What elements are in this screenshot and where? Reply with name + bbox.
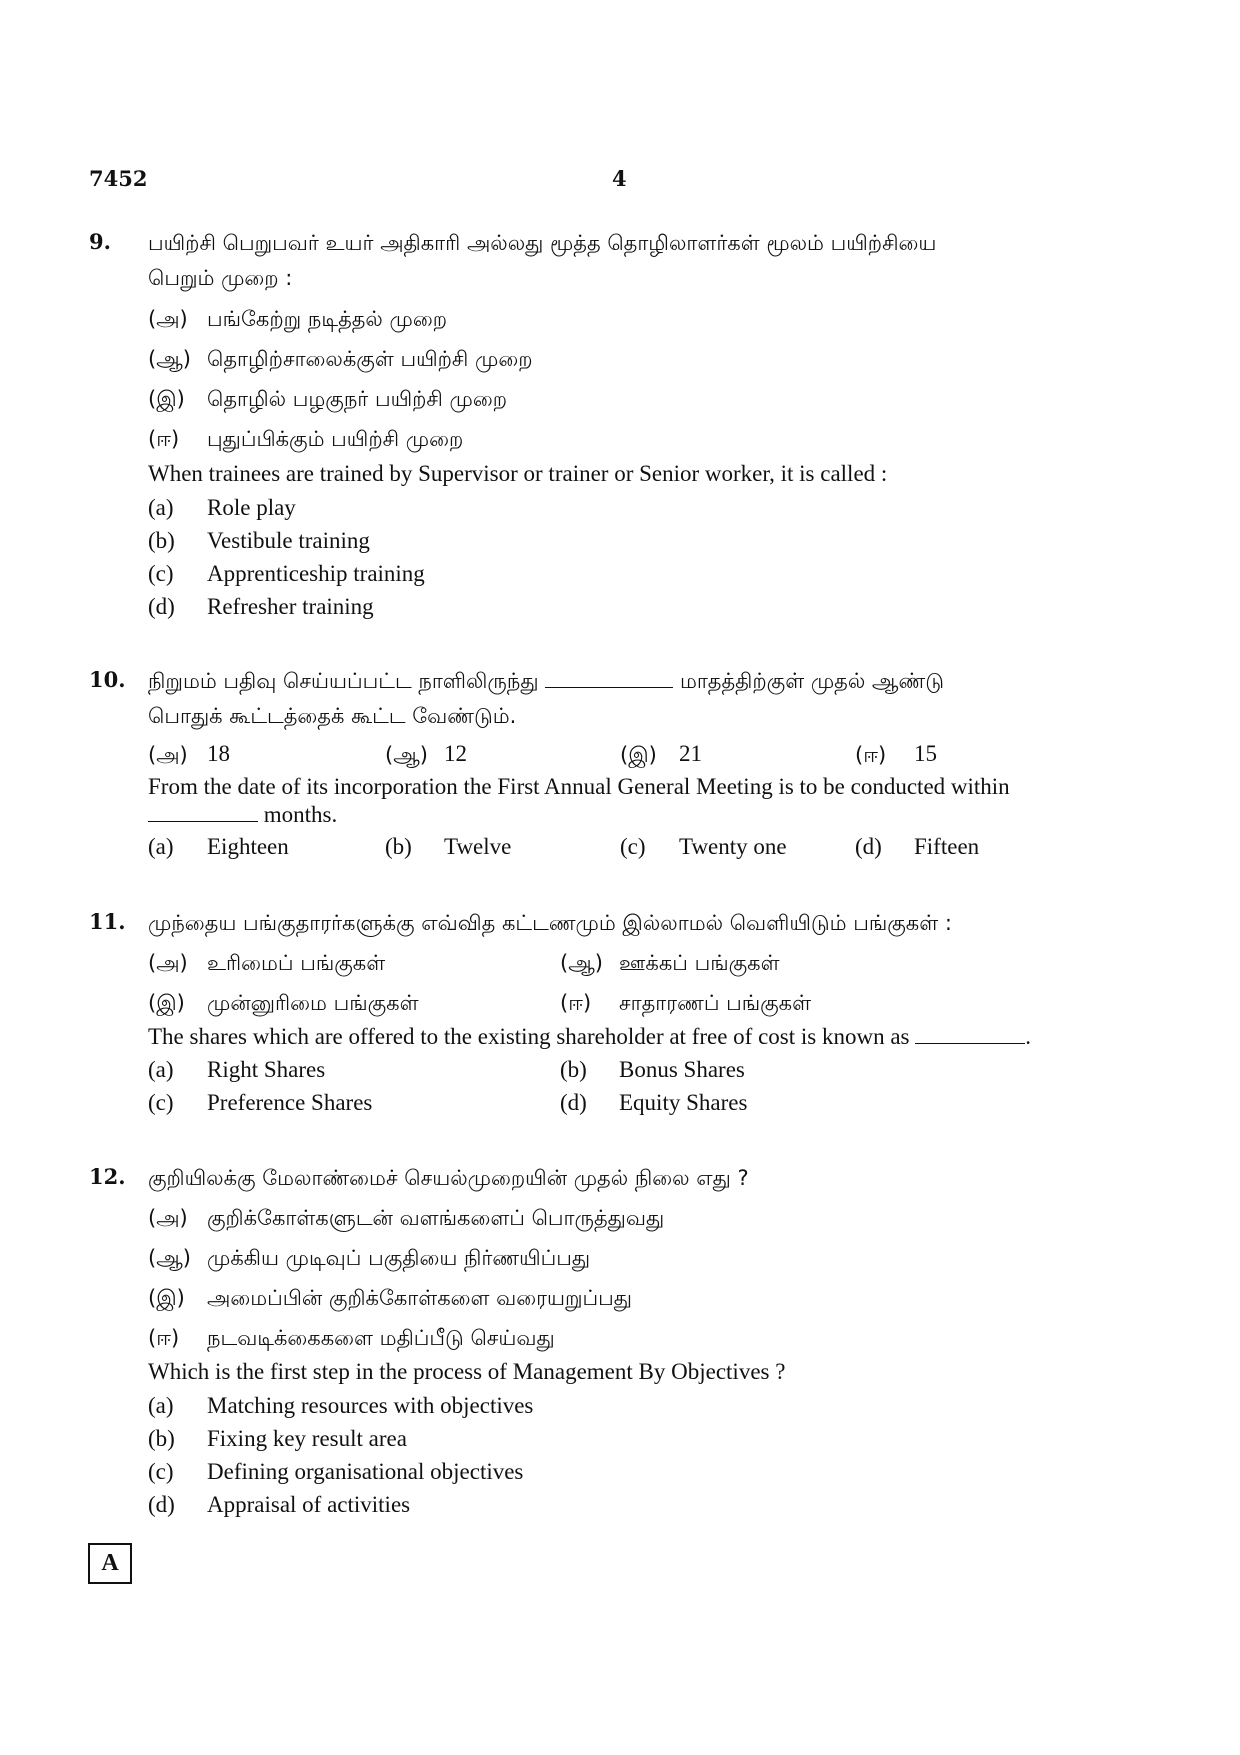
tamil-option-text: உரிமைப் பங்குகள் <box>207 951 386 975</box>
tamil-question-part: நிறுமம் பதிவு செய்யப்பட்ட நாளிலிருந்து <box>148 669 539 693</box>
option-label: (a) <box>148 834 174 859</box>
tamil-option-text: அமைப்பின் குறிக்கோள்களை வரையறுப்பது <box>207 1286 633 1310</box>
tamil-option-label: (இ) <box>148 387 185 411</box>
tamil-option-text: சாதாரணப் பங்குகள் <box>619 991 812 1015</box>
question-number: 11. <box>89 909 126 934</box>
option-label: (d) <box>148 594 175 619</box>
option-label: (b) <box>148 528 175 553</box>
option-label: (d) <box>148 1492 175 1517</box>
tamil-option-text: 12 <box>444 741 467 766</box>
tamil-option-label: (அ) <box>148 1206 188 1230</box>
tamil-option-text: ஊக்கப் பங்குகள் <box>619 951 780 975</box>
answer-blank <box>915 1022 1025 1044</box>
tamil-option-label: (ஈ) <box>855 743 887 767</box>
option-label: (d) <box>855 834 882 859</box>
tamil-option-text: முக்கிய முடிவுப் பகுதியை நிர்ணயிப்பது <box>207 1246 591 1270</box>
english-question: The shares which are offered to the existing shareholder at free of cost is known as . <box>148 1024 1032 1049</box>
tamil-option-text: 18 <box>207 741 230 766</box>
option-text: Fixing key result area <box>207 1426 407 1451</box>
option-text: Defining organisational objectives <box>207 1459 524 1484</box>
option-label: (c) <box>620 834 646 859</box>
option-text: Refresher training <box>207 594 374 619</box>
tamil-question-part: மாதத்திற்குள் முதல் ஆண்டு <box>679 669 944 693</box>
tamil-option-label: (இ) <box>148 1286 185 1310</box>
option-label: (d) <box>560 1090 587 1115</box>
tamil-option-label: (அ) <box>148 307 188 331</box>
option-label: (c) <box>148 1459 174 1484</box>
tamil-option-text: முன்னுரிமை பங்குகள் <box>207 991 419 1015</box>
question-number: 10. <box>89 667 126 692</box>
tamil-option-label: (ஆ) <box>148 1246 191 1270</box>
tamil-question-line: பெறும் முறை : <box>148 266 293 290</box>
tamil-option-label: (ஈ) <box>148 427 180 451</box>
english-question: Which is the first step in the process of Management By Objectives ? <box>148 1359 786 1384</box>
answer-blank <box>545 668 673 688</box>
option-text: Right Shares <box>207 1057 326 1082</box>
option-text: Twelve <box>444 834 512 859</box>
option-text: Twenty one <box>679 834 787 859</box>
tamil-option-label: (ஈ) <box>148 1326 180 1350</box>
tamil-question-line: குறியிலக்கு மேலாண்மைச் செயல்முறையின் முதல் நிலை எது ? <box>148 1166 749 1190</box>
tamil-option-label: (ஈ) <box>560 991 592 1015</box>
option-text: Eighteen <box>207 834 289 859</box>
tamil-option-label: (ஆ) <box>148 347 191 371</box>
english-question <box>148 800 337 830</box>
option-text: Role play <box>207 495 296 520</box>
tamil-option-label: (ஆ) <box>560 951 603 975</box>
option-label: (c) <box>148 1090 174 1115</box>
tamil-question-line: பயிற்சி பெறுபவர் உயர் அதிகாரி அல்லது மூத்த தொழிலாளர்கள் மூலம் பயிற்சியை <box>148 231 937 255</box>
option-text: Matching resources with objectives <box>207 1393 534 1418</box>
tamil-option-label: (ஆ) <box>385 743 428 767</box>
tamil-option-text: தொழில் பழகுநர் பயிற்சி முறை <box>207 387 508 411</box>
tamil-option-text: நடவடிக்கைகளை மதிப்பீடு செய்வது <box>207 1326 555 1350</box>
option-label: (b) <box>560 1057 587 1082</box>
tamil-option-text: தொழிற்சாலைக்குள் பயிற்சி முறை <box>207 347 533 371</box>
english-question: From the date of its incorporation the First Annual General Meeting is to be conducted within <box>148 774 1010 799</box>
option-text: Apprenticeship training <box>207 561 425 586</box>
paper-code: 7452 <box>89 166 148 191</box>
english-question: When trainees are trained by Supervisor or trainer or Senior worker, it is called : <box>148 461 888 486</box>
tamil-question-line: முந்தைய பங்குதாரர்களுக்கு எவ்வித கட்டணமும் இல்லாமல் வெளியிடும் பங்குகள் : <box>148 911 952 935</box>
option-label: (c) <box>148 561 174 586</box>
option-text: Bonus Shares <box>619 1057 745 1082</box>
english-question-part: months. <box>263 802 338 827</box>
tamil-option-text: பங்கேற்று நடித்தல் முறை <box>207 307 448 331</box>
question-number: 9. <box>89 229 111 254</box>
tamil-question-line: பொதுக் கூட்டத்தைக் கூட்ட வேண்டும். <box>148 704 517 728</box>
set-code-box: A <box>88 1543 132 1584</box>
tamil-option-text: 15 <box>914 741 937 766</box>
option-label: (a) <box>148 1057 174 1082</box>
page-number: 4 <box>612 166 627 191</box>
tamil-question-line <box>148 664 944 698</box>
english-question-part: The shares which are offered to the existing shareholder at free of cost is known as <box>148 1024 910 1049</box>
answer-blank <box>148 800 258 822</box>
option-text: Appraisal of activities <box>207 1492 411 1517</box>
option-label: (a) <box>148 1393 174 1418</box>
tamil-option-label: (அ) <box>148 743 188 767</box>
tamil-option-text: புதுப்பிக்கும் பயிற்சி முறை <box>207 427 464 451</box>
tamil-option-label: (இ) <box>148 991 185 1015</box>
option-label: (a) <box>148 495 174 520</box>
option-text: Fifteen <box>914 834 980 859</box>
option-text: Vestibule training <box>207 528 370 553</box>
question-number: 12. <box>89 1164 126 1189</box>
option-label: (b) <box>148 1426 175 1451</box>
tamil-option-label: (இ) <box>620 743 657 767</box>
tamil-option-label: (அ) <box>148 951 188 975</box>
tamil-option-text: 21 <box>679 741 702 766</box>
option-label: (b) <box>385 834 412 859</box>
option-text: Preference Shares <box>207 1090 373 1115</box>
tamil-option-text: குறிக்கோள்களுடன் வளங்களைப் பொருத்துவது <box>207 1206 665 1230</box>
option-text: Equity Shares <box>619 1090 748 1115</box>
